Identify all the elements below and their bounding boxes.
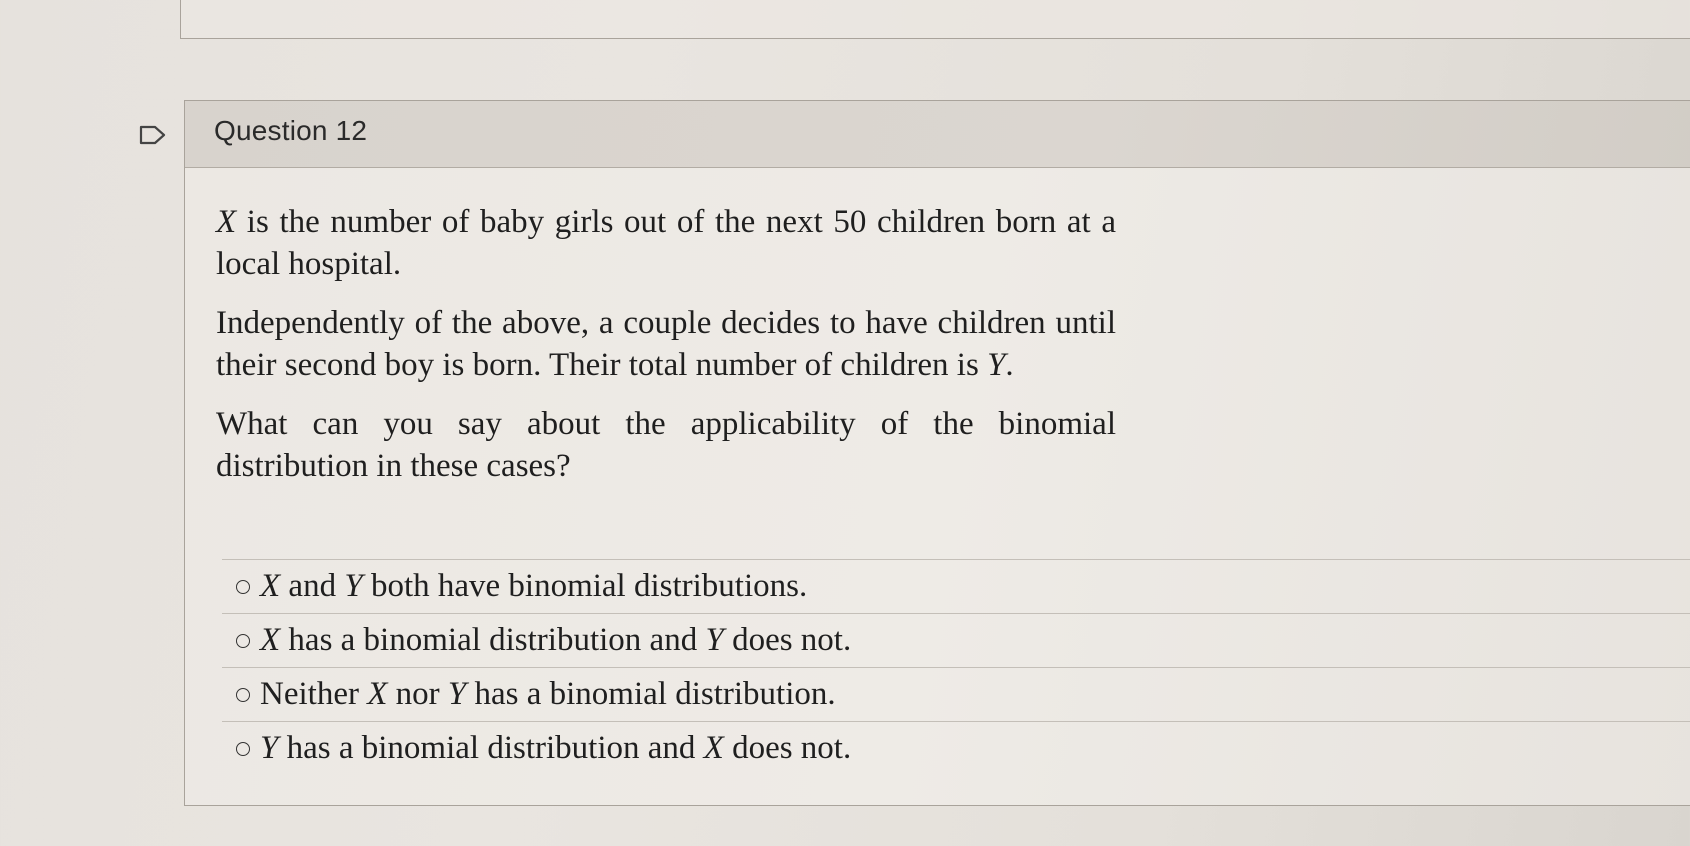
answer-options	[222, 559, 1690, 775]
text-segment: What can you say about the applicability of the binomial distribution in these cases?	[216, 406, 1116, 484]
text-segment: .	[1005, 347, 1014, 383]
radio-button[interactable]	[236, 634, 250, 648]
answer-option[interactable]	[222, 613, 1690, 667]
variable-symbol: Y	[447, 676, 467, 712]
answer-option-label	[260, 568, 807, 605]
variable-symbol: Y	[260, 730, 279, 766]
text-segment: Independently of the above, a couple decides to have children until their second boy is born. Their total number of children is	[216, 305, 1116, 383]
answer-option-label	[260, 676, 836, 713]
variable-symbol: X	[260, 568, 281, 604]
radio-button[interactable]	[236, 688, 250, 702]
question-header	[185, 101, 1690, 168]
answer-option[interactable]	[222, 559, 1690, 613]
text-segment: does not.	[723, 730, 852, 766]
question-text	[216, 201, 1116, 504]
variable-symbol: Y	[705, 622, 724, 658]
answer-option-label	[260, 622, 851, 659]
variable-symbol: Y	[344, 568, 363, 604]
text-segment: has a binomial distribution and	[278, 730, 704, 766]
text-segment: both have binomial distributions.	[362, 568, 808, 604]
text-segment: is the number of baby girls out of the next 50 children born at a local hospital.	[216, 204, 1116, 282]
answer-option[interactable]	[222, 721, 1690, 775]
question-paragraph	[216, 302, 1116, 386]
question-title: Question 12	[214, 115, 368, 146]
radio-button[interactable]	[236, 742, 250, 756]
variable-symbol: Y	[987, 347, 1006, 383]
previous-question-panel	[180, 0, 1690, 39]
question-paragraph	[216, 201, 1116, 285]
variable-symbol: X	[260, 622, 281, 658]
text-segment: nor	[387, 676, 448, 712]
variable-symbol: X	[367, 676, 388, 712]
radio-button[interactable]	[236, 580, 250, 594]
text-segment: Neither	[260, 676, 368, 712]
variable-symbol: X	[216, 204, 237, 240]
answer-option-label	[260, 730, 851, 767]
question-card	[184, 100, 1690, 806]
text-segment: has a binomial distribution.	[466, 676, 836, 712]
variable-symbol: X	[703, 730, 724, 766]
text-segment: has a binomial distribution and	[280, 622, 706, 658]
text-segment: does not.	[723, 622, 852, 658]
text-segment: and	[280, 568, 345, 604]
question-paragraph	[216, 403, 1116, 487]
flag-question-icon[interactable]	[138, 124, 168, 146]
answer-option[interactable]	[222, 667, 1690, 721]
